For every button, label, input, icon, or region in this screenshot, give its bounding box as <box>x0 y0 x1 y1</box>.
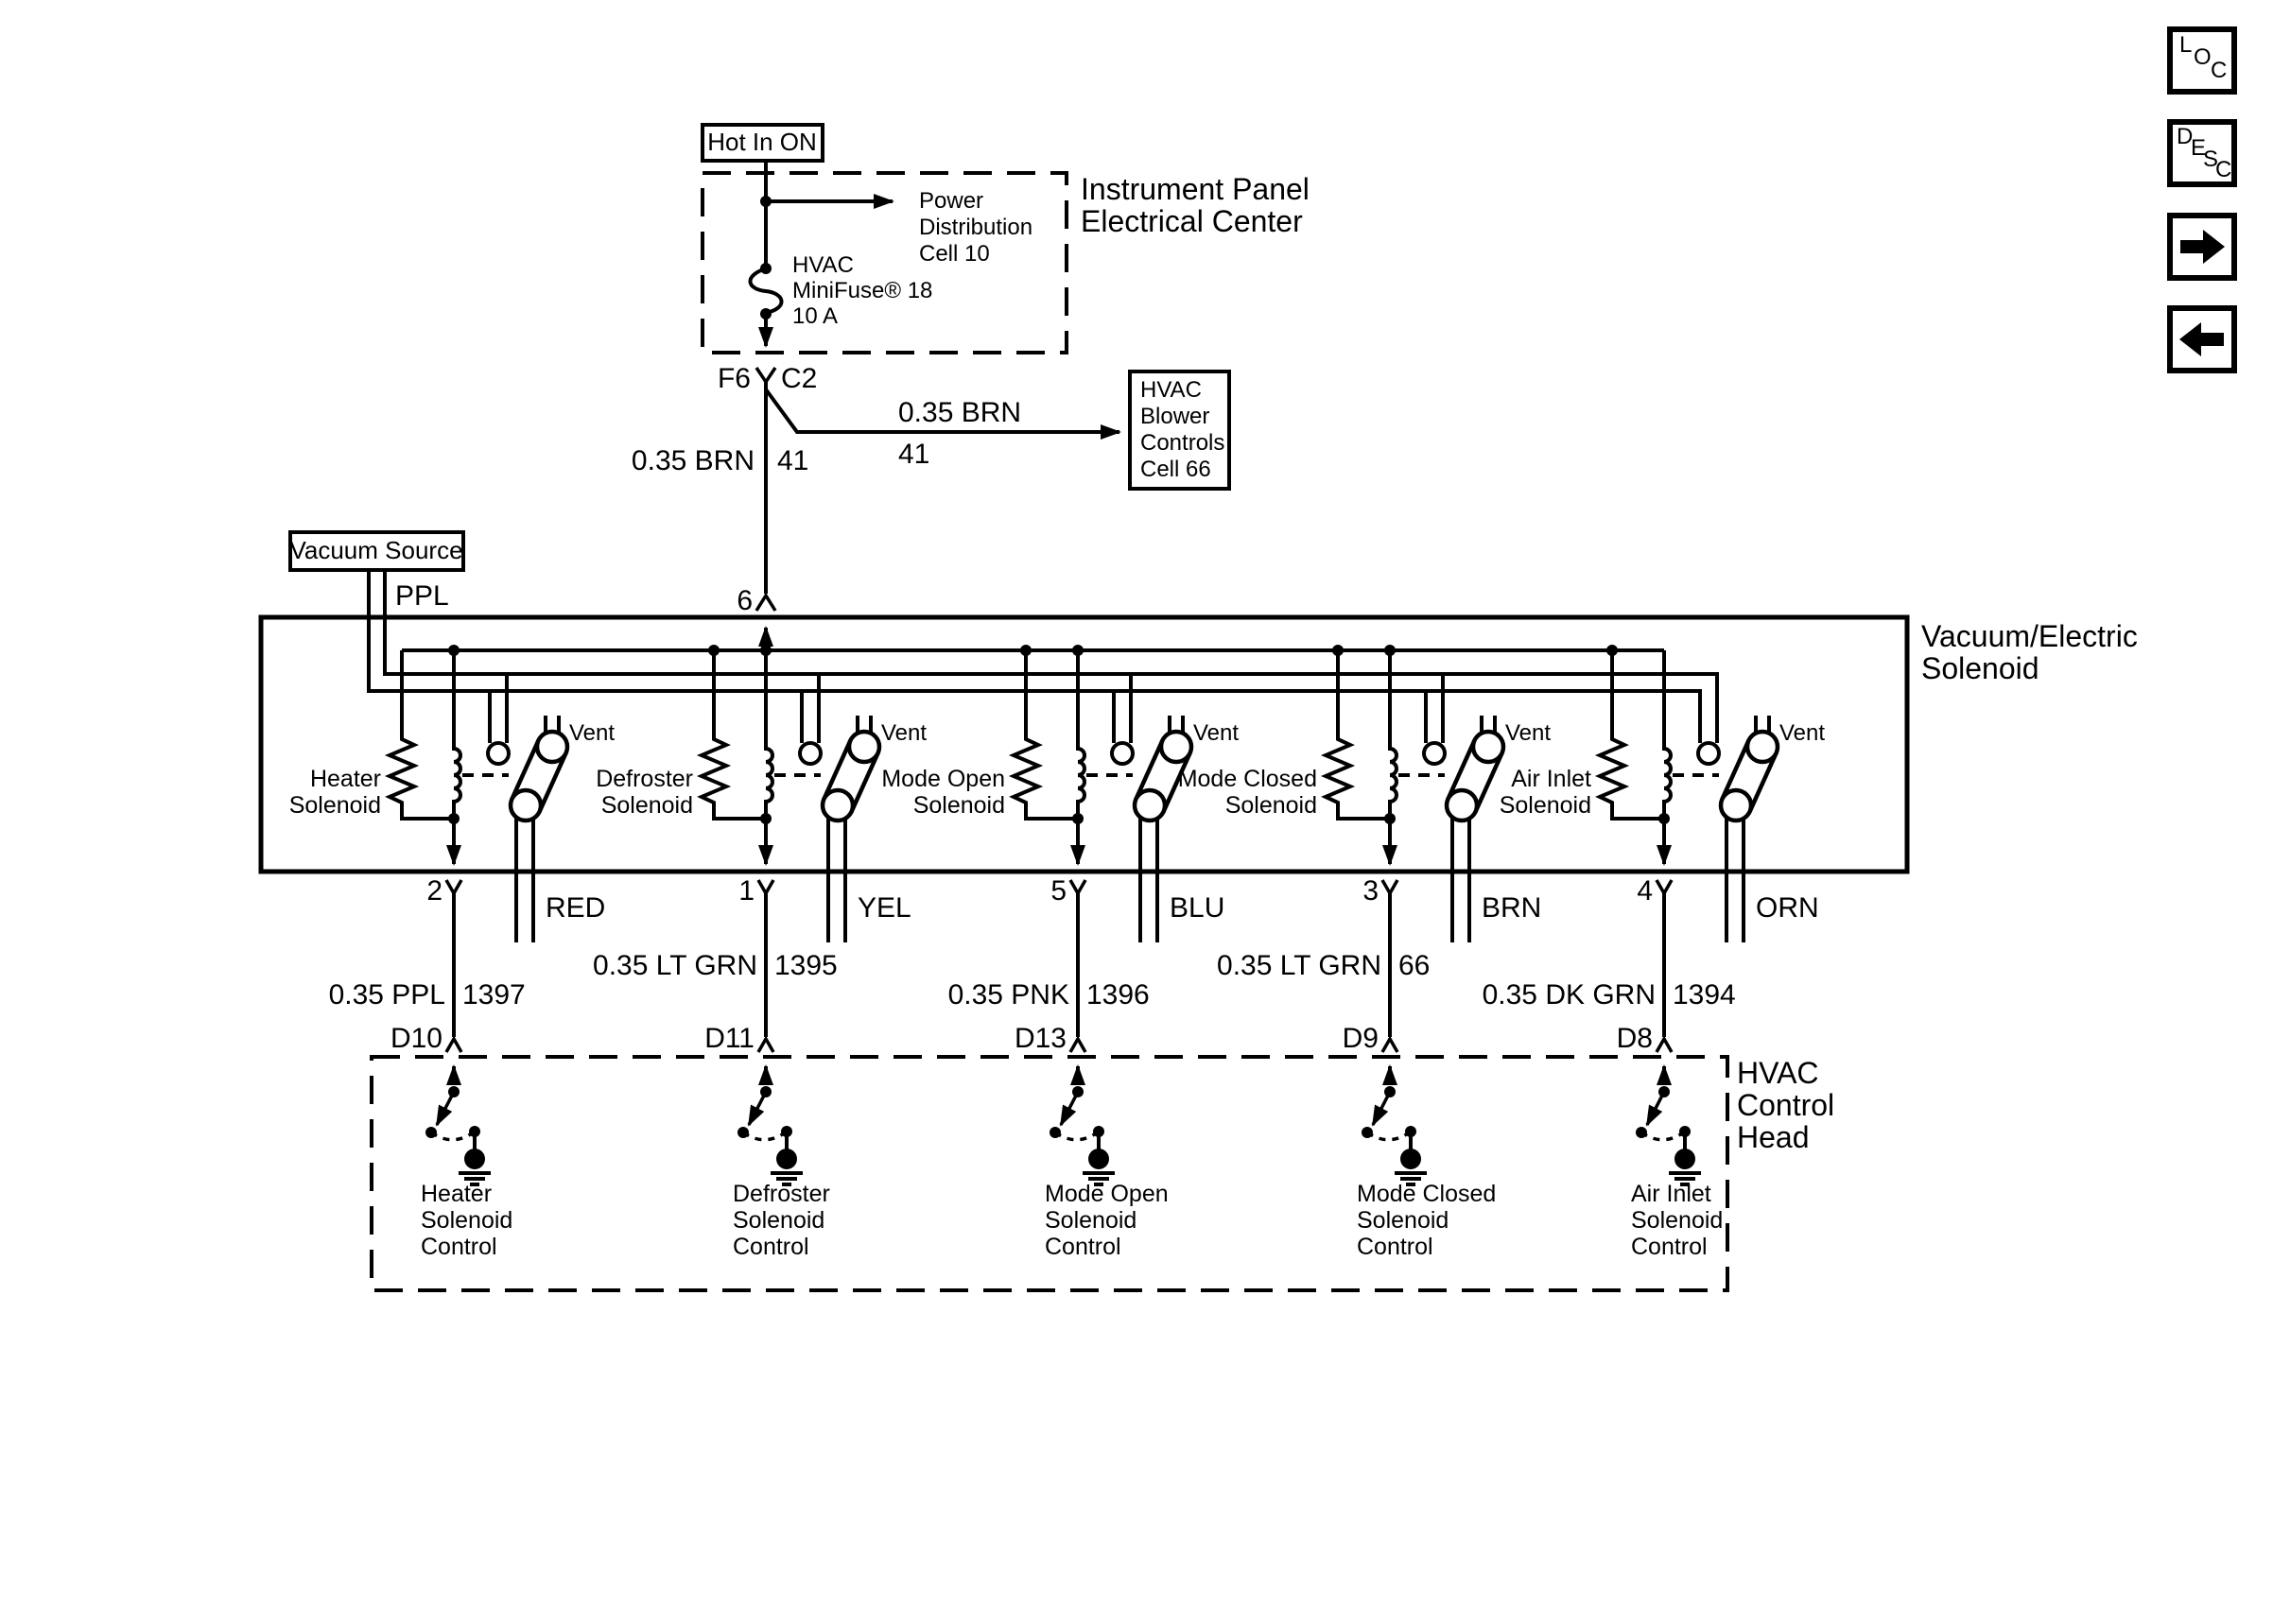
vacuum-source-section <box>290 532 1717 743</box>
vacuum-color-label: RED <box>546 892 606 924</box>
head-connector-symbol <box>758 1039 773 1052</box>
solenoid-unit <box>390 645 567 1184</box>
control-label-line2: Solenoid <box>1631 1207 1724 1234</box>
vacuum-port-circle <box>1424 743 1445 764</box>
control-label-line3: Control <box>733 1234 809 1260</box>
solenoid-name-line1: Heater <box>309 766 381 792</box>
blower-box-line2: Blower <box>1140 404 1210 429</box>
solenoid-name-line2: Solenoid <box>288 792 381 819</box>
vent-label: Vent <box>1193 720 1240 746</box>
control-label-line2: Solenoid <box>1045 1207 1137 1234</box>
valve-port-circle <box>1447 790 1477 821</box>
left-arrow-icon <box>2173 311 2231 368</box>
bus-tap-dot <box>1384 645 1396 656</box>
control-label-line1: Mode Closed <box>1357 1181 1497 1207</box>
pin-connector-symbol <box>758 880 773 893</box>
loc-letter-o: O <box>2194 44 2212 70</box>
vacuum-manifold-top-line <box>385 570 1717 743</box>
bus-tap-dot <box>1020 645 1032 656</box>
wire-color-label: 0.35 PPL <box>328 979 445 1011</box>
connector-pin-label: D9 <box>1342 1023 1379 1054</box>
valve-port-circle <box>1747 732 1778 762</box>
power-distribution-line2: Distribution <box>919 215 1033 240</box>
wire-circuit-label: 1395 <box>774 950 838 981</box>
valve-port-circle <box>511 790 541 821</box>
pin-connector-symbol <box>1657 880 1672 893</box>
pin6-connector-symbol <box>756 596 775 611</box>
connector-pin-label: D11 <box>704 1023 755 1054</box>
bus-tap-dot <box>760 645 772 656</box>
switch-travel-arc <box>743 1132 787 1140</box>
solenoid-name-line1: Air Inlet <box>1511 766 1591 792</box>
solenoid-name-line2: Solenoid <box>912 792 1005 819</box>
connector-pin-label: D8 <box>1616 1023 1653 1054</box>
switch-travel-arc <box>1055 1132 1099 1140</box>
power-distribution-line1: Power <box>919 188 984 214</box>
switch-arm <box>749 1092 766 1125</box>
blower-box-line4: Cell 66 <box>1140 457 1211 482</box>
control-label-line3: Control <box>1357 1234 1433 1260</box>
bus-tap-dot <box>1332 645 1344 656</box>
wire-circuit-label: 1397 <box>462 979 526 1011</box>
vent-label: Vent <box>569 720 616 746</box>
f6-connector-symbol <box>756 368 775 382</box>
vacuum-port-circle <box>488 743 509 764</box>
solenoid-name-line2: Solenoid <box>1499 792 1591 819</box>
connector-c2-label: C2 <box>781 363 818 394</box>
hot-in-on-label: Hot In ON <box>707 128 817 156</box>
wire-circuit-label: 1396 <box>1086 979 1150 1011</box>
solenoid-unit <box>1014 645 1191 1184</box>
instrument-panel-title-line2: Electrical Center <box>1081 204 1303 238</box>
control-head-title-line3: Head <box>1737 1120 1810 1154</box>
switch-arm <box>437 1092 454 1125</box>
switch-travel-arc <box>431 1132 475 1140</box>
valve-port-circle <box>1473 732 1503 762</box>
branch-wire-circuit: 41 <box>898 439 930 470</box>
connector-pin-label: D13 <box>1014 1023 1067 1054</box>
previous-page-button[interactable] <box>2167 305 2237 373</box>
solenoid-unit-labels <box>881 720 1239 1260</box>
vacuum-hose-color-label: PPL <box>395 580 449 612</box>
pin-connector-symbol <box>1382 880 1397 893</box>
vacuum-port-circle <box>1698 743 1719 764</box>
bus-tap-dot <box>1072 645 1084 656</box>
valve-port-circle <box>1135 790 1165 821</box>
switch-travel-arc <box>1641 1132 1685 1140</box>
fuse-label-line2: MiniFuse® 18 <box>792 278 933 303</box>
wire-color-label: 0.35 DK GRN <box>1482 979 1656 1011</box>
solenoid-unit-labels <box>593 720 927 1260</box>
solenoid-units <box>289 645 1826 1260</box>
vacuum-port-circle <box>1112 743 1133 764</box>
ground-terminal-dot <box>1400 1149 1421 1169</box>
control-label-line2: Solenoid <box>421 1207 513 1234</box>
vacuum-color-label: BRN <box>1482 892 1542 924</box>
vent-label: Vent <box>1505 720 1552 746</box>
vacuum-color-label: BLU <box>1170 892 1225 924</box>
control-label-line3: Control <box>421 1234 497 1260</box>
blower-box-line3: Controls <box>1140 430 1225 456</box>
vacuum-color-label: ORN <box>1756 892 1819 924</box>
pin-number-label: 1 <box>738 875 755 907</box>
solenoid-box-section <box>261 617 1907 872</box>
solenoid-name-line2: Solenoid <box>600 792 693 819</box>
vent-label: Vent <box>881 720 928 746</box>
switch-arm <box>1373 1092 1390 1125</box>
desc-letter-d: D <box>2177 124 2194 149</box>
pin-number-label: 3 <box>1362 875 1379 907</box>
control-head-title-line1: HVAC <box>1737 1056 1819 1090</box>
head-connector-symbol <box>1657 1039 1672 1052</box>
loc-letter-l: L <box>2179 32 2193 58</box>
pin-connector-symbol <box>1070 880 1085 893</box>
pin-number-label: 4 <box>1637 875 1653 907</box>
desc-letter-e: E <box>2191 135 2207 161</box>
ground-terminal-dot <box>1088 1149 1109 1169</box>
wire-color-label: 0.35 LT GRN <box>1217 950 1381 981</box>
loc-letter-c: C <box>2211 58 2228 83</box>
vacuum-source-label: Vacuum Source <box>289 536 463 564</box>
vent-label: Vent <box>1779 720 1826 746</box>
vacuum-port-circle <box>800 743 821 764</box>
control-label-line1: Air Inlet <box>1631 1181 1711 1207</box>
pin-connector-symbol <box>446 880 461 893</box>
solenoid-unit-labels <box>1483 720 1826 1260</box>
blower-box-line1: HVAC <box>1140 377 1202 403</box>
fuse-label-line3: 10 A <box>792 303 839 329</box>
ground-terminal-dot <box>1674 1149 1695 1169</box>
feed-wire-circuit: 41 <box>777 445 809 476</box>
valve-port-circle <box>849 732 879 762</box>
solenoid-unit <box>702 645 879 1184</box>
vacuum-manifold-bottom-line <box>369 570 1700 743</box>
control-label-line1: Defroster <box>733 1181 830 1207</box>
fuse-pin-label: F6 <box>717 363 751 394</box>
pin-number-label: 5 <box>1050 875 1067 907</box>
control-label-line2: Solenoid <box>733 1207 825 1234</box>
switch-arm <box>1061 1092 1078 1125</box>
head-connector-symbol <box>446 1039 461 1052</box>
ground-terminal-dot <box>464 1149 485 1169</box>
solenoid-name-line1: Mode Open <box>881 766 1005 792</box>
control-label-line1: Mode Open <box>1045 1181 1169 1207</box>
head-connector-symbol <box>1382 1039 1397 1052</box>
control-label-line2: Solenoid <box>1357 1207 1449 1234</box>
pin6-label: 6 <box>737 585 753 616</box>
control-label-line1: Heater <box>421 1181 493 1207</box>
desc-letter-c: C <box>2215 157 2232 182</box>
switch-arm <box>1647 1092 1664 1125</box>
connector-pin-label: D10 <box>390 1023 442 1054</box>
desc-button[interactable] <box>2167 119 2237 187</box>
instrument-panel-title-line1: Instrument Panel <box>1081 172 1310 206</box>
solenoid-assembly-box <box>261 617 1907 872</box>
bus-tap-dot <box>708 645 720 656</box>
wire-circuit-label: 1394 <box>1673 979 1736 1011</box>
desc-letter-s: S <box>2203 147 2219 172</box>
solenoid-name-line1: Mode Closed <box>1177 766 1317 792</box>
vacuum-color-label: YEL <box>858 892 911 924</box>
wire-color-label: 0.35 PNK <box>947 979 1069 1011</box>
head-connector-symbol <box>1070 1039 1085 1052</box>
valve-port-circle <box>1161 732 1191 762</box>
wire-color-label: 0.35 LT GRN <box>593 950 757 981</box>
valve-port-circle <box>1721 790 1751 821</box>
control-head-title-line2: Control <box>1737 1088 1835 1122</box>
pin-number-label: 2 <box>426 875 442 907</box>
wire-circuit-label: 66 <box>1398 950 1431 981</box>
solenoid-unit <box>1326 645 1503 1184</box>
ground-terminal-dot <box>776 1149 797 1169</box>
control-label-line3: Control <box>1631 1234 1708 1260</box>
solenoid-box-title-line2: Solenoid <box>1921 651 2039 685</box>
right-arrow-icon <box>2173 218 2231 275</box>
branch-wire-color: 0.35 BRN <box>898 397 1022 428</box>
solenoid-name-line2: Solenoid <box>1224 792 1317 819</box>
feed-wire-color: 0.35 BRN <box>631 445 755 476</box>
solenoid-name-line1: Defroster <box>596 766 693 792</box>
loc-button[interactable] <box>2167 26 2237 95</box>
fuse-symbol <box>750 268 781 313</box>
valve-port-circle <box>537 732 567 762</box>
fuse-label-line1: HVAC <box>792 252 854 278</box>
control-label-line3: Control <box>1045 1234 1121 1260</box>
next-page-button[interactable] <box>2167 213 2237 281</box>
power-distribution-line3: Cell 10 <box>919 241 990 267</box>
switch-travel-arc <box>1367 1132 1411 1140</box>
valve-port-circle <box>823 790 853 821</box>
bus-tap-dot <box>1606 645 1618 656</box>
bus-tap-dot <box>448 645 460 656</box>
solenoid-box-title-line1: Vacuum/Electric <box>1921 619 2138 653</box>
